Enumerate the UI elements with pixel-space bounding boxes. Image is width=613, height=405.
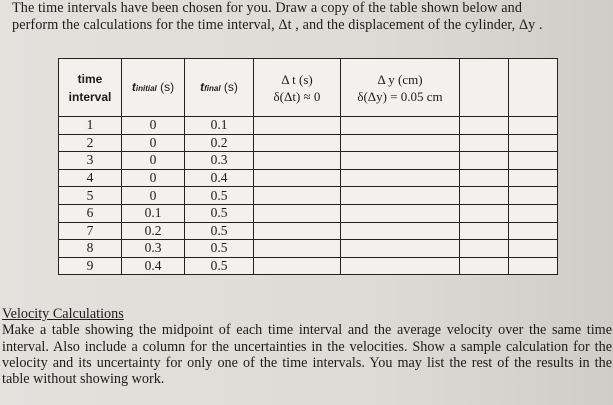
blank-cell (509, 240, 558, 258)
time-interval-table (58, 58, 558, 275)
blank-cell (509, 187, 558, 205)
instructions-line-2: perform the calculations for the time interval, Δt , and the displacement of the cylinder, Δy . (12, 17, 543, 33)
t-final-cell: 0.3 (185, 152, 254, 170)
header-t-final: tfinal (s) (185, 59, 254, 117)
table-row (59, 134, 558, 152)
t-initial-cell: 0 (122, 169, 185, 187)
header-t-initial: tinitial (s) (122, 59, 185, 117)
blank-cell (460, 204, 509, 222)
t-initial-cell: 0 (122, 152, 185, 170)
header-time-interval: time interval (59, 59, 122, 117)
t-initial-cell: 0.1 (122, 204, 185, 222)
blank-cell (460, 240, 509, 258)
t-final-cell: 0.5 (185, 257, 254, 275)
delta-y-cell (341, 134, 460, 152)
interval-cell: 2 (59, 134, 122, 152)
table-row (59, 204, 558, 222)
delta-y-cell (341, 240, 460, 258)
blank-cell (460, 257, 509, 275)
delta-t-cell (254, 152, 341, 170)
interval-cell: 1 (59, 117, 122, 135)
interval-cell: 8 (59, 240, 122, 258)
delta-t-cell (254, 187, 341, 205)
blank-cell (509, 134, 558, 152)
interval-cell: 7 (59, 222, 122, 240)
blank-cell (509, 152, 558, 170)
blank-cell (460, 134, 509, 152)
blank-cell (460, 222, 509, 240)
blank-cell (509, 204, 558, 222)
t-initial-cell: 0.2 (122, 222, 185, 240)
t-initial-cell: 0.3 (122, 240, 185, 258)
header-blank-1 (460, 59, 509, 117)
delta-y-cell (341, 222, 460, 240)
delta-y-cell (341, 117, 460, 135)
instructions-line-1: The time intervals have been chosen for you. Draw a copy of the table shown below and (12, 0, 523, 16)
t-final-cell: 0.5 (185, 204, 254, 222)
t-final-cell: 0.5 (185, 187, 254, 205)
delta-t-cell (254, 257, 341, 275)
delta-t-cell (254, 240, 341, 258)
table-row (59, 240, 558, 258)
instructions-paragraph (12, 0, 612, 34)
velocity-section (2, 306, 612, 387)
interval-cell: 9 (59, 257, 122, 275)
interval-cell: 6 (59, 204, 122, 222)
table-row (59, 169, 558, 187)
t-initial-cell: 0 (122, 134, 185, 152)
t-initial-cell: 0 (122, 187, 185, 205)
blank-cell (509, 117, 558, 135)
blank-cell (509, 257, 558, 275)
interval-cell: 5 (59, 187, 122, 205)
delta-y-cell (341, 152, 460, 170)
t-final-cell: 0.5 (185, 222, 254, 240)
t-final-cell: 0.5 (185, 240, 254, 258)
delta-t-cell (254, 204, 341, 222)
delta-y-cell (341, 257, 460, 275)
table-header-row (59, 59, 558, 117)
interval-cell: 4 (59, 169, 122, 187)
blank-cell (460, 187, 509, 205)
table-row (59, 222, 558, 240)
delta-t-cell (254, 117, 341, 135)
t-initial-cell: 0 (122, 117, 185, 135)
blank-cell (509, 169, 558, 187)
velocity-instructions: Make a table showing the midpoint of each time interval and the average velocity over the same time interval. Also include a column for the uncertainties in the velocities. Show a sample calculation for the velocity and its uncertainty for only one of the time intervals. You may list the rest of the results in the table without showing work. (2, 322, 612, 388)
blank-cell (460, 117, 509, 135)
delta-y-cell (341, 169, 460, 187)
delta-y-cell (341, 187, 460, 205)
header-delta-y: Δ y (cm) δ(Δy) = 0.05 cm (341, 59, 460, 117)
delta-y-cell (341, 204, 460, 222)
t-final-cell: 0.2 (185, 134, 254, 152)
interval-cell: 3 (59, 152, 122, 170)
blank-cell (460, 169, 509, 187)
table-body (59, 117, 558, 275)
table-row (59, 187, 558, 205)
blank-cell (460, 152, 509, 170)
t-final-cell: 0.4 (185, 169, 254, 187)
blank-cell (509, 222, 558, 240)
table-row (59, 152, 558, 170)
table-row (59, 117, 558, 135)
header-blank-2 (509, 59, 558, 117)
t-final-cell: 0.1 (185, 117, 254, 135)
velocity-title: Velocity Calculations (2, 306, 124, 322)
delta-t-cell (254, 222, 341, 240)
delta-t-cell (254, 169, 341, 187)
table-row (59, 257, 558, 275)
header-delta-t: Δ t (s) δ(Δt) ≈ 0 (254, 59, 341, 117)
t-initial-cell: 0.4 (122, 257, 185, 275)
delta-t-cell (254, 134, 341, 152)
